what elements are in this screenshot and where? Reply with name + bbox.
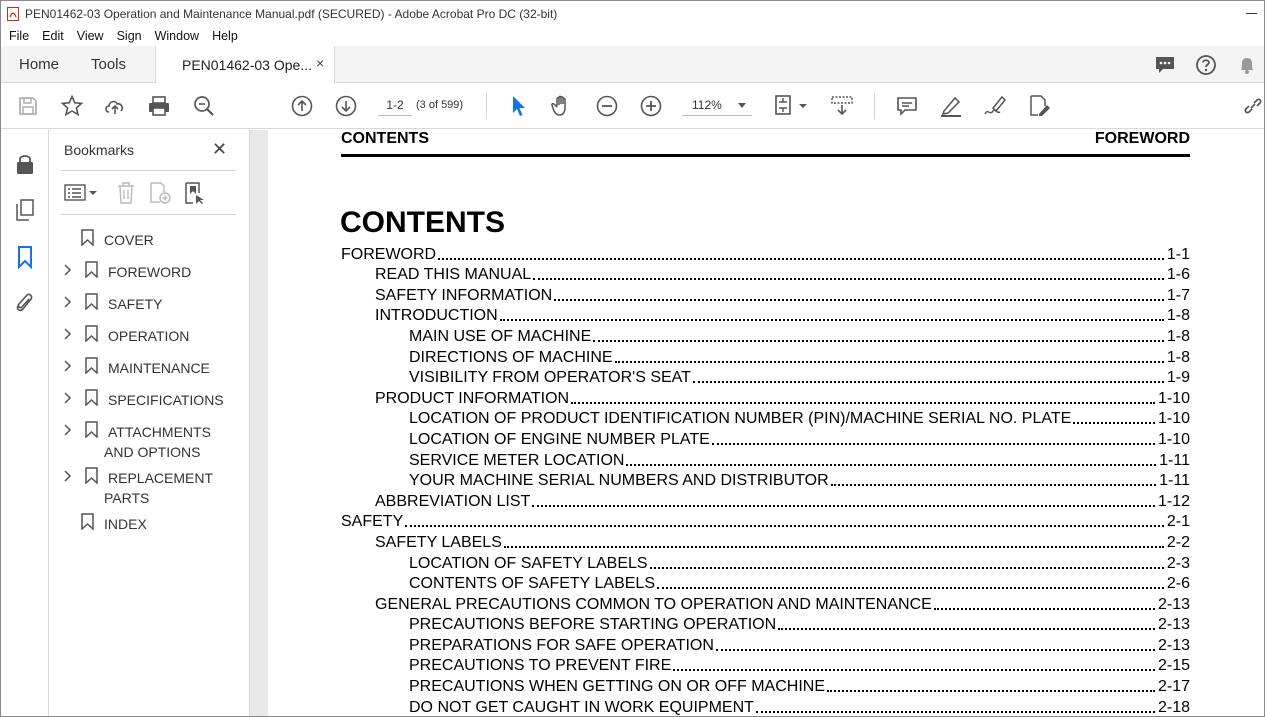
tab-document[interactable]: [155, 46, 335, 83]
toc-entry[interactable]: [341, 367, 1190, 388]
toc-entry[interactable]: [341, 305, 1190, 326]
toc-entry-title: YOUR MACHINE SERIAL NUMBERS AND DISTRIBUTOR: [409, 472, 829, 490]
toc-entry-title: INTRODUCTION: [375, 307, 498, 325]
bookmark-label: MAINTENANCE: [108, 360, 210, 376]
toc-entry-title: DO NOT GET CAUGHT IN WORK EQUIPMENT: [409, 698, 754, 716]
acrobat-logo-icon: [7, 7, 19, 21]
toc-entry-page: 1-10: [1157, 389, 1190, 407]
tab-document-label: PEN01462-03 Ope...: [182, 57, 312, 73]
bookmark-item-maintenance[interactable]: [49, 354, 250, 386]
toc-dot-leader: [500, 319, 1164, 321]
table-of-contents: [341, 243, 1190, 717]
toc-dot-leader: [533, 278, 1164, 280]
menu-view[interactable]: View: [76, 29, 104, 43]
toc-dot-leader: [532, 505, 1155, 507]
toc-entry[interactable]: [341, 428, 1190, 449]
menu-window[interactable]: Window: [154, 29, 200, 43]
toc-dot-leader: [673, 669, 1155, 671]
toc-entry-title: ABBREVIATION LIST: [375, 492, 531, 510]
toc-entry[interactable]: [341, 655, 1190, 676]
hand-tool-icon[interactable]: [550, 94, 574, 118]
bookmark-icon: [85, 421, 98, 438]
toc-entry-page: 2-3: [1166, 554, 1190, 572]
bookmark-label: OPERATION: [108, 328, 190, 344]
toc-entry-title: SERVICE METER LOCATION: [409, 451, 625, 469]
document-page: [268, 130, 1265, 717]
toc-entry-page: 1-8: [1166, 307, 1190, 325]
bookmark-item-specifications[interactable]: [49, 386, 250, 418]
running-header-left: CONTENTS: [341, 130, 429, 147]
menu-sign[interactable]: Sign: [116, 29, 142, 43]
toc-dot-leader: [615, 361, 1164, 363]
toc-entry-page: 1-8: [1166, 348, 1190, 366]
page-number-input[interactable]: 1-2: [378, 94, 412, 116]
toc-entry-page: 2-6: [1166, 575, 1190, 593]
toc-entry-page: 2-15: [1157, 657, 1190, 675]
add-comment-icon[interactable]: [895, 94, 919, 118]
tab-close-button[interactable]: ×: [316, 55, 325, 71]
chevron-right-icon[interactable]: [62, 424, 72, 436]
bookmark-icon: [85, 357, 98, 374]
toc-entry-title: SAFETY: [341, 513, 404, 531]
toolbar-separator: [486, 93, 487, 119]
fill-sign-document-icon[interactable]: [1027, 94, 1051, 118]
toc-entry[interactable]: [341, 573, 1190, 594]
toc-entry[interactable]: [341, 243, 1190, 264]
toc-entry-title: CONTENTS OF SAFETY LABELS: [409, 575, 655, 593]
bookmarks-panel: [49, 130, 250, 717]
bookmark-options-icon[interactable]: [64, 181, 100, 205]
bookmark-icon: [81, 229, 94, 246]
toc-entry-page: 1-11: [1159, 472, 1190, 490]
page-fit-icon[interactable]: [773, 94, 809, 118]
toc-entry[interactable]: [341, 284, 1190, 305]
header-rule: [341, 154, 1190, 157]
toc-entry-page: 1-8: [1166, 327, 1190, 345]
bookmark-item-safety[interactable]: [49, 290, 250, 322]
toc-entry-title: MAIN USE OF MACHINE: [409, 327, 592, 345]
highlight-pen-icon[interactable]: [939, 94, 963, 118]
toc-entry-page: 2-2: [1166, 533, 1190, 551]
toc-entry-title: PRODUCT INFORMATION: [375, 389, 570, 407]
toc-entry-title: GENERAL PRECAUTIONS COMMON TO OPERATION AND MAINTENANCE: [375, 595, 932, 613]
toc-dot-leader: [554, 299, 1164, 301]
delete-bookmark-icon[interactable]: [115, 181, 137, 205]
bookmark-label: COVER: [104, 232, 154, 248]
notifications-bell-icon[interactable]: [1236, 54, 1258, 76]
toc-entry[interactable]: [341, 408, 1190, 429]
window-title: PEN01462-03 Operation and Maintenance Manual.pdf (SECURED) - Adobe Acrobat Pro DC (32-bit): [25, 6, 558, 21]
chevron-down-icon: [738, 103, 746, 108]
toc-entry[interactable]: [341, 346, 1190, 367]
toc-entry[interactable]: [341, 634, 1190, 655]
toc-dot-leader: [1073, 422, 1155, 424]
toc-entry-title: PRECAUTIONS WHEN GETTING ON OR OFF MACHINE: [409, 678, 826, 696]
toc-entry[interactable]: [341, 696, 1190, 717]
comment-icon[interactable]: [1154, 54, 1176, 76]
page-thumbnails-icon[interactable]: [14, 198, 36, 222]
bookmark-item-foreword[interactable]: [49, 258, 250, 290]
bookmark-label: ATTACHMENTS AND OPTIONS: [104, 424, 211, 460]
zoom-in-icon[interactable]: [639, 94, 663, 118]
toc-entry-title: VISIBILITY FROM OPERATOR'S SEAT: [409, 369, 691, 387]
toc-entry[interactable]: [341, 552, 1190, 573]
toc-entry-title: PRECAUTIONS BEFORE STARTING OPERATION: [409, 616, 777, 634]
running-header-right: FOREWORD: [1094, 130, 1190, 147]
page-heading: CONTENTS: [340, 206, 505, 239]
bookmark-icon: [85, 467, 98, 484]
toc-entry[interactable]: [341, 614, 1190, 635]
page-count: (3 of 599): [416, 99, 464, 111]
close-icon[interactable]: ✕: [212, 139, 228, 159]
bookmark-icon: [85, 261, 98, 278]
toc-entry-title: LOCATION OF SAFETY LABELS: [409, 554, 648, 572]
chevron-right-icon[interactable]: [62, 328, 72, 340]
toc-dot-leader: [657, 587, 1164, 589]
toc-entry-title: SAFETY LABELS: [375, 533, 502, 551]
bookmarks-panel-title: Bookmarks: [64, 142, 135, 158]
bookmark-label: INDEX: [104, 516, 147, 532]
upload-cloud-icon[interactable]: [103, 94, 127, 118]
toc-dot-leader: [778, 628, 1155, 630]
chevron-right-icon[interactable]: [62, 470, 72, 482]
previous-page-icon[interactable]: [290, 94, 314, 118]
bookmark-label: SPECIFICATIONS: [108, 392, 224, 408]
toc-entry-page: 1-9: [1166, 369, 1190, 387]
scroll-mode-icon[interactable]: [830, 94, 854, 118]
toc-entry[interactable]: [341, 264, 1190, 285]
bookmark-item-attachments-and-options[interactable]: [49, 418, 250, 464]
chevron-right-icon[interactable]: [62, 264, 72, 276]
bookmark-icon: [85, 325, 98, 342]
toc-dot-leader: [693, 381, 1164, 383]
toc-entry[interactable]: [341, 593, 1190, 614]
toc-dot-leader: [827, 690, 1155, 692]
bookmark-star-icon[interactable]: [60, 94, 84, 118]
toc-entry-page: 2-1: [1166, 513, 1190, 531]
bookmark-label: FOREWORD: [108, 264, 192, 280]
toc-entry-title: PRECAUTIONS TO PREVENT FIRE: [409, 657, 672, 675]
toc-dot-leader: [593, 340, 1164, 342]
bookmarks-panel-icon[interactable]: [14, 245, 36, 269]
bookmark-item-index[interactable]: [49, 510, 250, 542]
toc-entry-page: 1-6: [1166, 266, 1190, 284]
chevron-right-icon[interactable]: [62, 392, 72, 404]
toolbar: [1, 83, 1264, 129]
toc-entry-page: 2-13: [1157, 636, 1190, 654]
bookmarks-divider: [61, 214, 236, 215]
toc-dot-leader: [831, 484, 1157, 486]
toolbar-separator: [874, 93, 875, 119]
toc-entry-page: 2-13: [1157, 616, 1190, 634]
attachments-paperclip-icon[interactable]: [14, 291, 36, 315]
toc-entry-title: LOCATION OF ENGINE NUMBER PLATE: [409, 430, 710, 448]
toc-entry-page: 2-17: [1157, 678, 1190, 696]
toc-entry-title: PREPARATIONS FOR SAFE OPERATION: [409, 636, 714, 654]
link-icon[interactable]: [1241, 94, 1265, 118]
toc-entry[interactable]: [341, 325, 1190, 346]
toc-dot-leader: [934, 608, 1155, 610]
toc-entry-page: 1-12: [1157, 492, 1190, 510]
toc-dot-leader: [712, 443, 1155, 445]
save-icon[interactable]: [16, 94, 40, 118]
toc-entry-title: DIRECTIONS OF MACHINE: [409, 348, 613, 366]
toc-entry-page: 2-18: [1157, 698, 1190, 716]
toc-entry[interactable]: [341, 490, 1190, 511]
menu-help[interactable]: Help: [212, 29, 238, 43]
lock-icon[interactable]: [14, 152, 36, 176]
menu-bar: [1, 26, 1264, 46]
menu-edit[interactable]: Edit: [42, 29, 64, 43]
document-view[interactable]: [250, 130, 1265, 717]
toc-entry[interactable]: [341, 511, 1190, 532]
toc-dot-leader: [716, 649, 1155, 651]
left-navigation-rail: [1, 130, 49, 717]
tab-home[interactable]: Home: [19, 56, 60, 73]
toc-entry-title: SAFETY INFORMATION: [375, 286, 553, 304]
toc-entry-page: 2-13: [1157, 595, 1190, 613]
toc-entry[interactable]: [341, 470, 1190, 491]
bookmark-item-cover[interactable]: [49, 226, 250, 258]
toc-entry-page: 1-10: [1157, 430, 1190, 448]
toc-entry-page: 1-1: [1166, 245, 1190, 263]
toc-entry[interactable]: [341, 531, 1190, 552]
toc-entry-title: FOREWORD: [341, 245, 437, 263]
title-bar: [1, 1, 1264, 26]
find-bookmark-icon[interactable]: [183, 181, 207, 205]
bookmark-icon: [85, 389, 98, 406]
toc-entry-page: 1-10: [1157, 410, 1190, 428]
sign-pen-icon[interactable]: [983, 94, 1007, 118]
bookmark-icon: [85, 293, 98, 310]
toc-entry-title: LOCATION OF PRODUCT IDENTIFICATION NUMBER (PIN)/MACHINE SERIAL NO. PLATE: [409, 410, 1072, 428]
toc-dot-leader: [571, 402, 1155, 404]
bookmark-label: SAFETY: [108, 296, 163, 312]
toc-dot-leader: [626, 464, 1156, 466]
toc-entry[interactable]: [341, 449, 1190, 470]
chevron-right-icon[interactable]: [62, 296, 72, 308]
select-cursor-icon[interactable]: [507, 94, 531, 118]
bookmark-label: REPLACEMENT PARTS: [104, 470, 213, 506]
zoom-out-icon[interactable]: [595, 94, 619, 118]
tab-bar: [1, 46, 1264, 83]
bookmarks-divider: [61, 170, 236, 171]
zoom-search-icon[interactable]: [192, 94, 216, 118]
bookmark-item-replacement-parts[interactable]: [49, 464, 250, 510]
bookmark-icon: [81, 513, 94, 530]
toc-entry-page: 1-7: [1166, 286, 1190, 304]
toc-dot-leader: [438, 258, 1164, 260]
toc-dot-leader: [756, 711, 1155, 713]
toc-dot-leader: [504, 546, 1164, 548]
bookmark-list: [49, 226, 250, 542]
minimize-button[interactable]: [1246, 6, 1258, 18]
toc-dot-leader: [650, 567, 1164, 569]
toc-entry[interactable]: [341, 387, 1190, 408]
bookmark-item-operation[interactable]: [49, 322, 250, 354]
menu-file[interactable]: File: [9, 29, 30, 43]
next-page-icon[interactable]: [334, 94, 358, 118]
zoom-level-select[interactable]: [682, 94, 752, 116]
toc-entry[interactable]: [341, 675, 1190, 696]
new-bookmark-icon[interactable]: [148, 181, 172, 205]
toc-dot-leader: [405, 525, 1164, 527]
toc-entry-page: 1-11: [1159, 451, 1190, 469]
help-icon[interactable]: [1195, 54, 1217, 76]
toc-entry-title: READ THIS MANUAL: [375, 266, 532, 284]
zoom-level-value: 112%: [692, 98, 722, 112]
chevron-right-icon[interactable]: [62, 360, 72, 372]
print-icon[interactable]: [147, 94, 171, 118]
tab-tools[interactable]: Tools: [91, 56, 127, 73]
